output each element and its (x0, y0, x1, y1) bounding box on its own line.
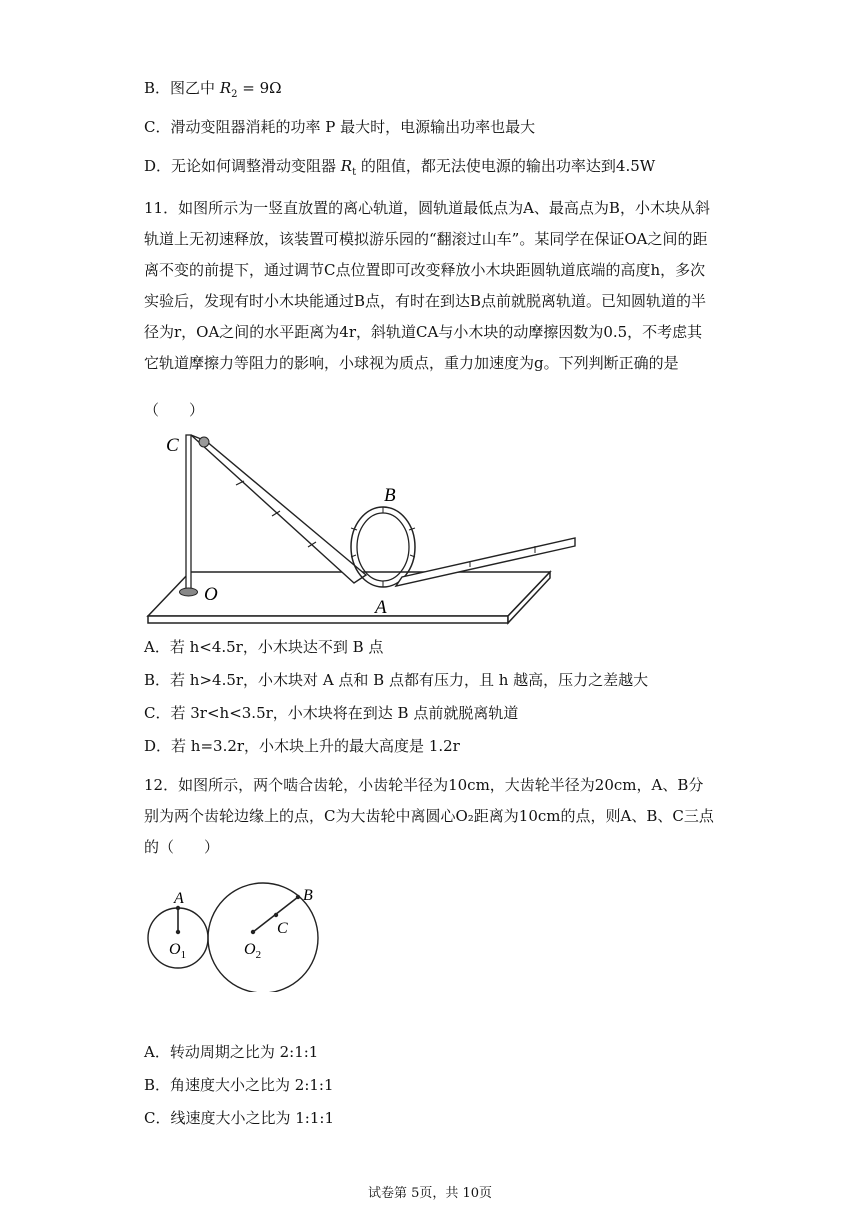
option-10d-var: R (340, 157, 353, 175)
incline-track (191, 435, 366, 583)
label-a: A (174, 890, 184, 907)
vertical-pole (186, 435, 191, 591)
label-b: B (384, 485, 396, 506)
question-12-option-c: C．线速度大小之比为 1:1:1 (144, 1109, 334, 1127)
point-o1 (176, 930, 180, 934)
option-10c: C．滑动变阻器消耗的功率 P 最大时，电源输出功率也最大 (144, 118, 536, 136)
base-board-edge (148, 616, 508, 623)
question-12-option-a: A．转动周期之比为 2:1:1 (144, 1043, 319, 1061)
label-c: C (166, 435, 179, 456)
option-10d-pre: D．无论如何调整滑动变阻器 (144, 157, 341, 175)
point-o2 (251, 930, 255, 934)
pole-base (180, 588, 198, 596)
question-11-bracket: （ ） (144, 401, 205, 419)
question-12-option-b: B．角速度大小之比为 2:1:1 (144, 1076, 334, 1094)
label-o: O (204, 584, 218, 605)
ball (199, 437, 209, 447)
question-11-text: 11．如图所示为一竖直放置的离心轨道，圆轨道最低点为A、最高点为B，小木块从斜轨道上无初速释放，该装置可模拟游乐园的“翻滚过山车”。某同学在保证OA之间的距离不变的前提下，通过调节C点位置即可改变释放小木块距圆轨道底端的高度h，多次实验后，发现有时小木块能通过B点，有时在到达B点前就脱离轨道。已知圆轨道的半径为r，OA之间的水平距离为4r，斜轨道CA与小木块的动摩擦因数为0.5，不考虑其它轨道摩擦力等阻力的影响，小球视为质点，重力加速度为g。下列判断正确的是 (144, 199, 710, 372)
label-a: A (375, 597, 387, 618)
loop-track-figure (140, 425, 590, 625)
point-c (274, 913, 278, 917)
label-b: B (303, 887, 313, 904)
question-11-option-a: A．若 h<4.5r，小木块达不到 B 点 (144, 638, 384, 656)
option-10d-sub: t (352, 167, 357, 178)
gears-figure (140, 872, 325, 992)
question-11-option-b: B．若 h>4.5r，小木块对 A 点和 B 点都有压力，且 h 越高，压力之差越大 (144, 671, 649, 689)
label-o2: $O_2$ (244, 941, 262, 961)
large-gear (208, 883, 318, 992)
option-10d-post: 的阻值，都无法使电源的输出功率达到4.5W (356, 157, 656, 175)
option-10b-eq: = 9Ω (237, 79, 282, 97)
page-footer: 试卷第 5页，共 10页 (367, 1186, 493, 1201)
option-10b-sub: 2 (231, 89, 238, 100)
point-b (296, 895, 300, 899)
option-10b (144, 78, 282, 105)
option-10d (144, 156, 655, 183)
label-o1: $O_1$ (169, 941, 187, 961)
option-10b-label: B．图乙中 (144, 79, 216, 97)
question-11-option-c: C．若 3r<h<3.5r，小木块将在到达 B 点前就脱离轨道 (144, 704, 519, 722)
question-12-text: 12．如图所示，两个啮合齿轮，小齿轮半径为10cm，大齿轮半径为20cm，A、B分别为两个齿轮边缘上的点，C为大齿轮中离圆心O₂距离为10cm的点，则A、B、C三点的（ ） (144, 776, 714, 856)
label-c: C (277, 920, 288, 937)
option-10b-var: R (219, 79, 232, 97)
question-11-option-d: D．若 h=3.2r，小木块上升的最大高度是 1.2r (144, 737, 460, 755)
